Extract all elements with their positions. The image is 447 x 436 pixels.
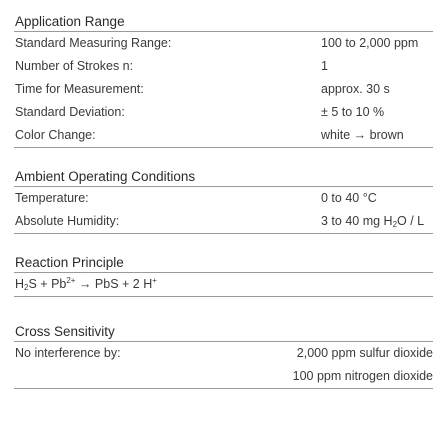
reaction-principle-section	[14, 254, 433, 297]
spec-row-time	[14, 78, 433, 101]
spec-value: white → brown	[321, 128, 404, 142]
equation-sup-plus: +	[152, 276, 157, 285]
ambient-conditions-heading: Ambient Operating Conditions	[14, 168, 433, 187]
ambient-conditions-section	[14, 168, 433, 234]
spec-value: 1	[321, 59, 328, 73]
spec-label: Temperature:	[15, 191, 89, 205]
humidity-value-prefix: 3 to 40 mg H	[321, 214, 393, 228]
humidity-subscript: 2	[392, 220, 398, 229]
spec-row-interference	[14, 342, 433, 365]
equation-products: → PbS + 2 H	[75, 277, 153, 291]
spec-label: Color Change:	[15, 128, 96, 142]
spec-row-interference-2	[14, 365, 433, 389]
spec-label: No interference by:	[15, 346, 121, 360]
cross-sensitivity-section	[14, 323, 433, 389]
spec-value: 100 to 2,000 ppm	[321, 36, 419, 50]
spec-row-color-change	[14, 124, 433, 148]
spec-value: 0 to 40 °C	[321, 191, 377, 205]
equation-h: H	[15, 277, 25, 291]
spec-value: 2,000 ppm sulfur dioxide	[296, 346, 433, 360]
spec-row-temperature	[14, 187, 433, 210]
spec-row-strokes	[14, 55, 433, 78]
spec-value: approx. 30 s	[321, 82, 390, 96]
humidity-value-suffix: O / L	[397, 214, 425, 228]
equation-s-plus-pb: S + Pb	[28, 277, 67, 291]
equation-sub-2: 2	[24, 283, 29, 292]
equation-sup-2plus: 2+	[66, 276, 76, 285]
application-range-heading: Application Range	[14, 13, 433, 32]
spec-row-measuring-range	[14, 32, 433, 55]
spec-label: Absolute Humidity:	[15, 214, 120, 228]
cross-sensitivity-heading: Cross Sensitivity	[14, 323, 433, 342]
reaction-principle-heading: Reaction Principle	[14, 254, 433, 273]
spec-label-empty	[14, 365, 293, 388]
spec-label: Number of Strokes n:	[15, 59, 134, 73]
spec-label: Time for Measurement:	[15, 82, 144, 96]
spec-label: Standard Deviation:	[15, 105, 125, 119]
spec-row-humidity	[14, 210, 433, 234]
application-range-section	[14, 13, 433, 148]
reaction-equation	[14, 273, 433, 297]
spec-label: Standard Measuring Range:	[15, 36, 172, 50]
spec-row-deviation	[14, 101, 433, 124]
spec-value: ± 5 to 10 %	[321, 105, 385, 119]
spec-value	[321, 210, 433, 233]
spec-value: 100 ppm nitrogen dioxide	[292, 369, 433, 383]
